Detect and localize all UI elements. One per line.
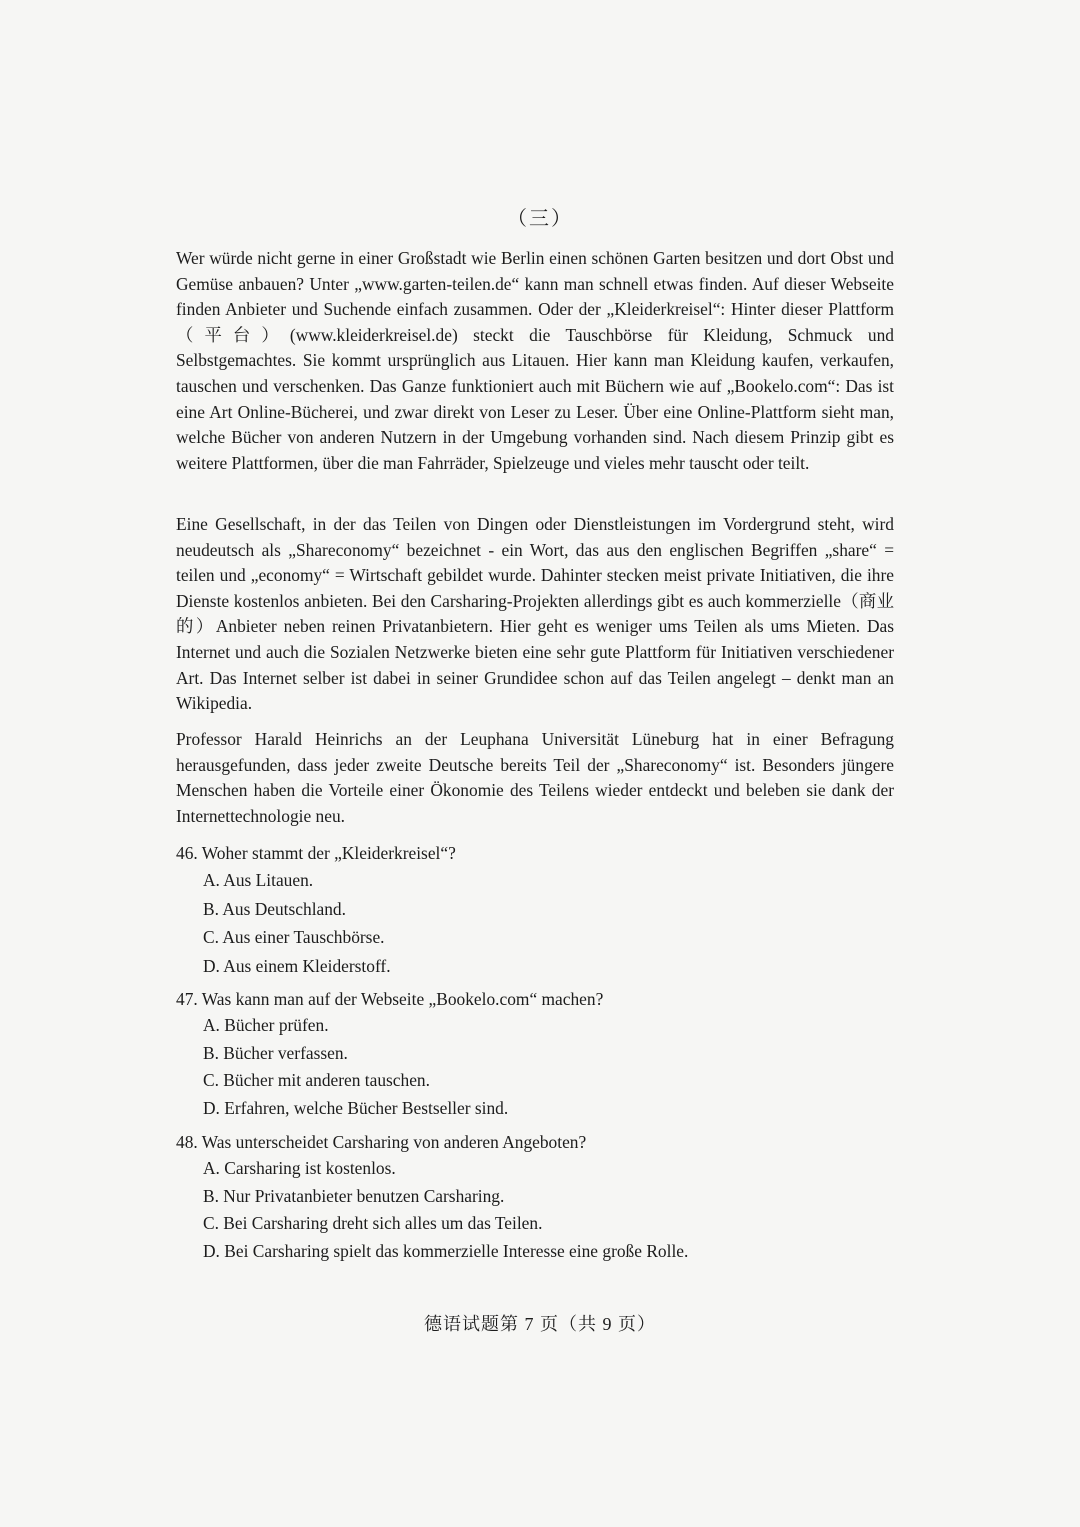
question-47 [176, 986, 894, 1122]
question-46 [176, 840, 894, 980]
reading-paragraph-2: Eine Gesellschaft, in der das Teilen von Dingen oder Dienstleistungen im Vordergrund steht, wird neudeutsch als „Shareconomy“ bezeichnet - ein Wort, das aus den englischen Begriffen „share“ = teilen und „economy“ = Wirtschaft gebildet wurde. Dahinter stecken meist private Initiativen, die ihre Dienste kostenlos anbieten. Bei den Carsharing-Projekten allerdings gibt es auch kommerzielle（商业的）Anbieter neben reinen Privatanbietern. Hier geht es weniger ums Teilen als ums Mieten. Das Internet und auch die Sozialen Netzwerke bieten eine sehr gute Plattform für Initiativen verschiedener Art. Das Internet selber ist dabei in seiner Grundidee schon auf das Teilen angelegt – denkt man an Wikipedia. [176, 514, 894, 714]
answer-option: A. Aus Litauen. [203, 870, 314, 890]
question-stem: 48. Was unterscheidet Carsharing von anderen Angeboten? [176, 1132, 587, 1152]
reading-paragraph-1: Wer würde nicht gerne in einer Großstadt wie Berlin einen schönen Garten besitzen und dort Obst und Gemüse anbauen? Unter „www.garten-teilen.de“ kann man schnell etwas finden. Auf dieser Webseite finden Anbieter und Suchende einfach zusammen. Oder der „Kleiderkreisel“: Hinter dieser Plattform（平台）(www.kleiderkreisel.de) steckt die Tauschbörse für Kleidung, Schmuck und Selbstgemachtes. Sie kommt ursprünglich aus Litauen. Hier kann man Kleidung kaufen, verkaufen, tauschen und verschenken. Das Ganze funktioniert auch mit Büchern wie auf „Bookelo.com“: Das ist eine Art Online-Bücherei, und zwar direkt von Leser zu Leser. Über eine Online-Plattform sieht man, welche Bücher von anderen Nutzern in der Umgebung vorhanden sind. Nach diesem Prinzip gibt es weitere Plattformen, über die man Fahrräder, Spielzeuge und vieles mehr tauscht oder teilt. [176, 248, 894, 473]
section-title: （三） [507, 208, 573, 230]
page-footer: 德语试题第 7 页（共 9 页） [424, 1314, 656, 1334]
question-48 [176, 1129, 894, 1265]
answer-option: C. Aus einer Tauschbörse. [203, 927, 385, 947]
answer-option: B. Bücher verfassen. [203, 1042, 348, 1063]
answer-option: B. Aus Deutschland. [203, 898, 346, 919]
answer-option: C. Bei Carsharing dreht sich alles um das Teilen. [203, 1213, 543, 1233]
answer-option: B. Nur Privatanbieter benutzen Carsharing. [203, 1185, 505, 1206]
answer-option: C. Bücher mit anderen tauschen. [203, 1070, 430, 1090]
question-stem: 46. Woher stammt der „Kleiderkreisel“? [176, 843, 456, 863]
question-stem: 47. Was kann man auf der Webseite „Bookelo.com“ machen? [176, 989, 604, 1009]
answer-option: D. Bei Carsharing spielt das kommerzielle Interesse eine große Rolle. [203, 1240, 689, 1261]
answer-option: A. Carsharing ist kostenlos. [203, 1158, 396, 1178]
reading-paragraph-3: Professor Harald Heinrichs an der Leuphana Universität Lüneburg hat in einer Befragung herausgefunden, dass jeder zweite Deutsche bereits Teil der „Shareconomy“ ist. Besonders jüngere Menschen haben die Vorteile einer Ökonomie des Teilens wieder entdeckt und beleben sie dank der Internettechnologie neu. [176, 729, 894, 826]
answer-option: D. Erfahren, welche Bücher Bestseller sind. [203, 1097, 509, 1118]
answer-option: A. Bücher prüfen. [203, 1015, 329, 1035]
answer-option: D. Aus einem Kleiderstoff. [203, 955, 391, 976]
